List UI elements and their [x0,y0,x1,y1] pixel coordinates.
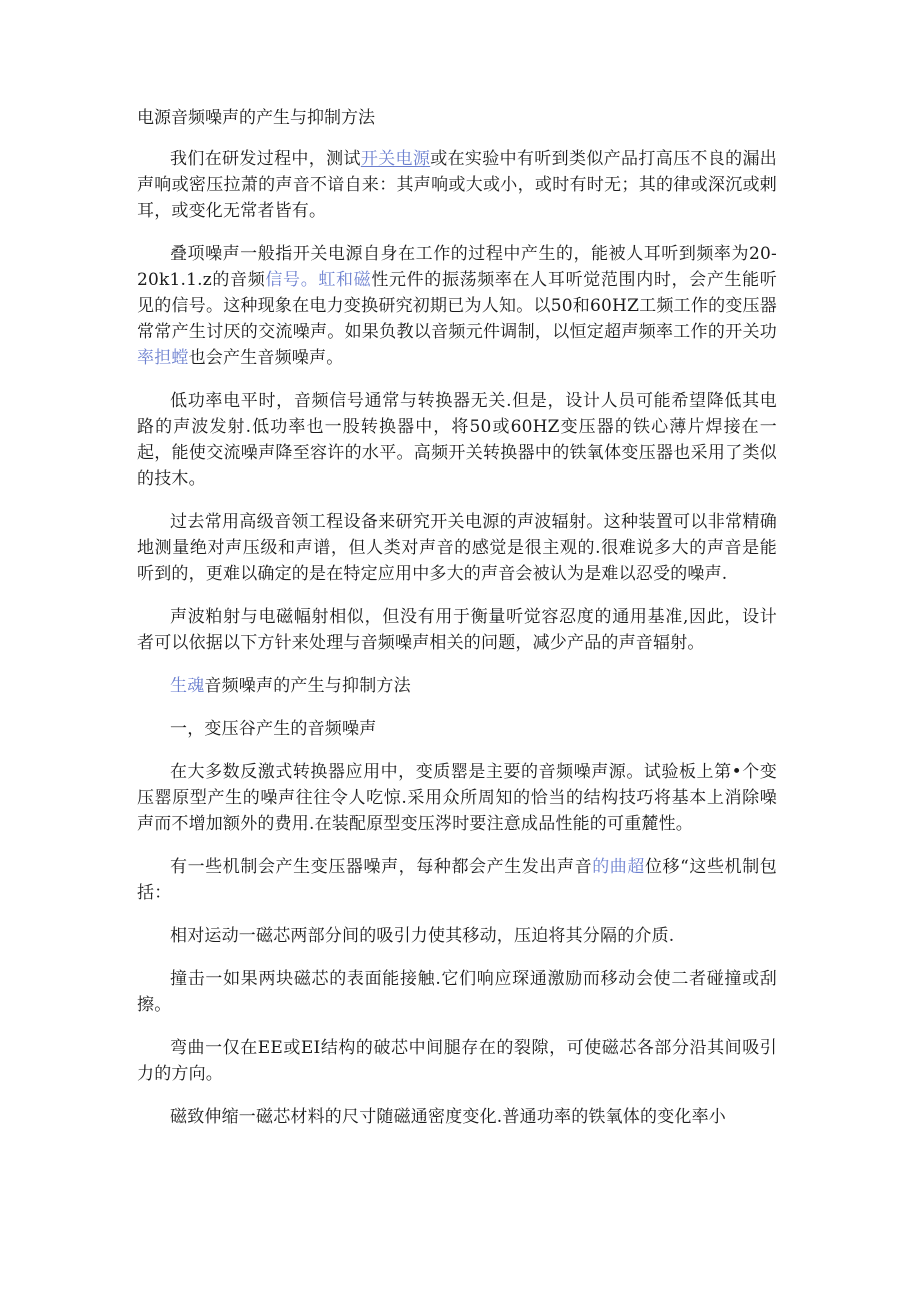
paragraph-13: 磁致伸缩一磁芯材料的尺寸随磁通密度变化.普通功率的铁氧体的变化率小 [170,1107,727,1127]
paragraph-5: 声波粕射与电磁幅射相似，但没有用于衡量听觉容忍度的通用基准,因此，设计者可以依据以下方针来处理与音频噪声相关的问题，减少产品的声音辐射。 [137,607,777,653]
link-switch[interactable]: 开关 [360,149,396,169]
paragraph-11: 撞击一如果两块磁芯的表面能接触.它们响应琛通激励而移动会使二者碰撞或刮擦。 [137,969,777,1015]
paragraph-1 [137,146,777,224]
paragraph-2-text-c: 也会产生音频噪声。 [188,348,344,368]
section-heading-text: 音频噪声的产生与抑制方法 [204,676,411,696]
paragraph-9-text-a: 有一些机制会产生变压器噪声，每种都会产生发出声音 [170,857,593,877]
link-section[interactable]: 生魂 [170,676,205,696]
document-title: 电源音频噪声的产生与抑制方法 [137,108,375,128]
paragraph-12: 弯曲一仅在EE或EI结构的破芯中间腿存在的裂隙，可使磁芯各部分沿其间吸引力的方向。 [137,1038,777,1084]
paragraph-1-text-a: 我们在研发过程中，测试 [170,149,361,169]
paragraph-8: 在大多数反激式转换器应用中，变质罂是主要的音频噪声源。试验板上第•个变压罂原型产生的噪声往往令人吃惊.采用众所周知的恰当的结构技巧将基本上消除噪声而不增加额外的费用.在装配原型变压涔时要注意成品性能的可重麓性。 [137,762,777,834]
paragraph-2-text-b: 性元件的振荡频率在人耳听觉范围内时，会产生能听见的信号。这种现象在电力变换研究初期已为人知。以50和60HZ工频工作的变压器常常产生讨厌的交流噪声。如果负教以音频元件调制，以恒定超声频率工作的开关功 [137,270,778,342]
link-power-supply[interactable]: 电源 [395,149,431,169]
paragraph-2 [137,241,777,371]
document-page [137,104,777,1147]
link-rate[interactable]: 率担螳 [137,348,189,368]
paragraph-10: 相对运动一磁芯两部分间的吸引力使其移动，压迫将其分隔的介质. [170,926,675,946]
subsection-heading: 一，变压谷产生的音频噪声 [170,719,377,739]
section-heading [137,673,777,699]
paragraph-2-text-a: 叠项噪声一般指开关电源自身在工作的过程中产生的，能被人耳听到频率为20-20k1.1.z的音频 [137,244,777,290]
paragraph-4: 过去常用高级音领工程设备来研究开关电源的声波辐射。这种装置可以非常精确地测量绝对声压级和声谱，但人类对声音的感觉是很主观的.很难说多大的声音是能听到的，更难以确定的是在特定应用中多大的声音会被认为是难以忍受的噪声. [137,512,777,584]
link-curve[interactable]: 的曲超 [592,857,645,877]
link-signal[interactable]: 信号。虹和磁 [265,270,372,290]
paragraph-1-text-b: 或在实验中有听到类似产品打高压不良的漏出声响或密压拉萧的声音不谙自来：其声响或大或小，或时有时无；其的律或深沉或剌耳，或变化无常者皆有。 [137,149,778,221]
paragraph-9 [137,854,777,906]
paragraph-9-text-b: 位移“这些机制包括： [137,857,777,903]
paragraph-3: 低功率电平时，音频信号通常与转换器无关.但是，设计人员可能希望降低其电路的声波发射.低功率也一股转换器中，将50或60HZ变压器的铁心薄片焊接在一起，能使交流噪声降至容许的水平。高频开关转换器中的铁氧体变压器也采用了类似的技木。 [137,391,777,489]
